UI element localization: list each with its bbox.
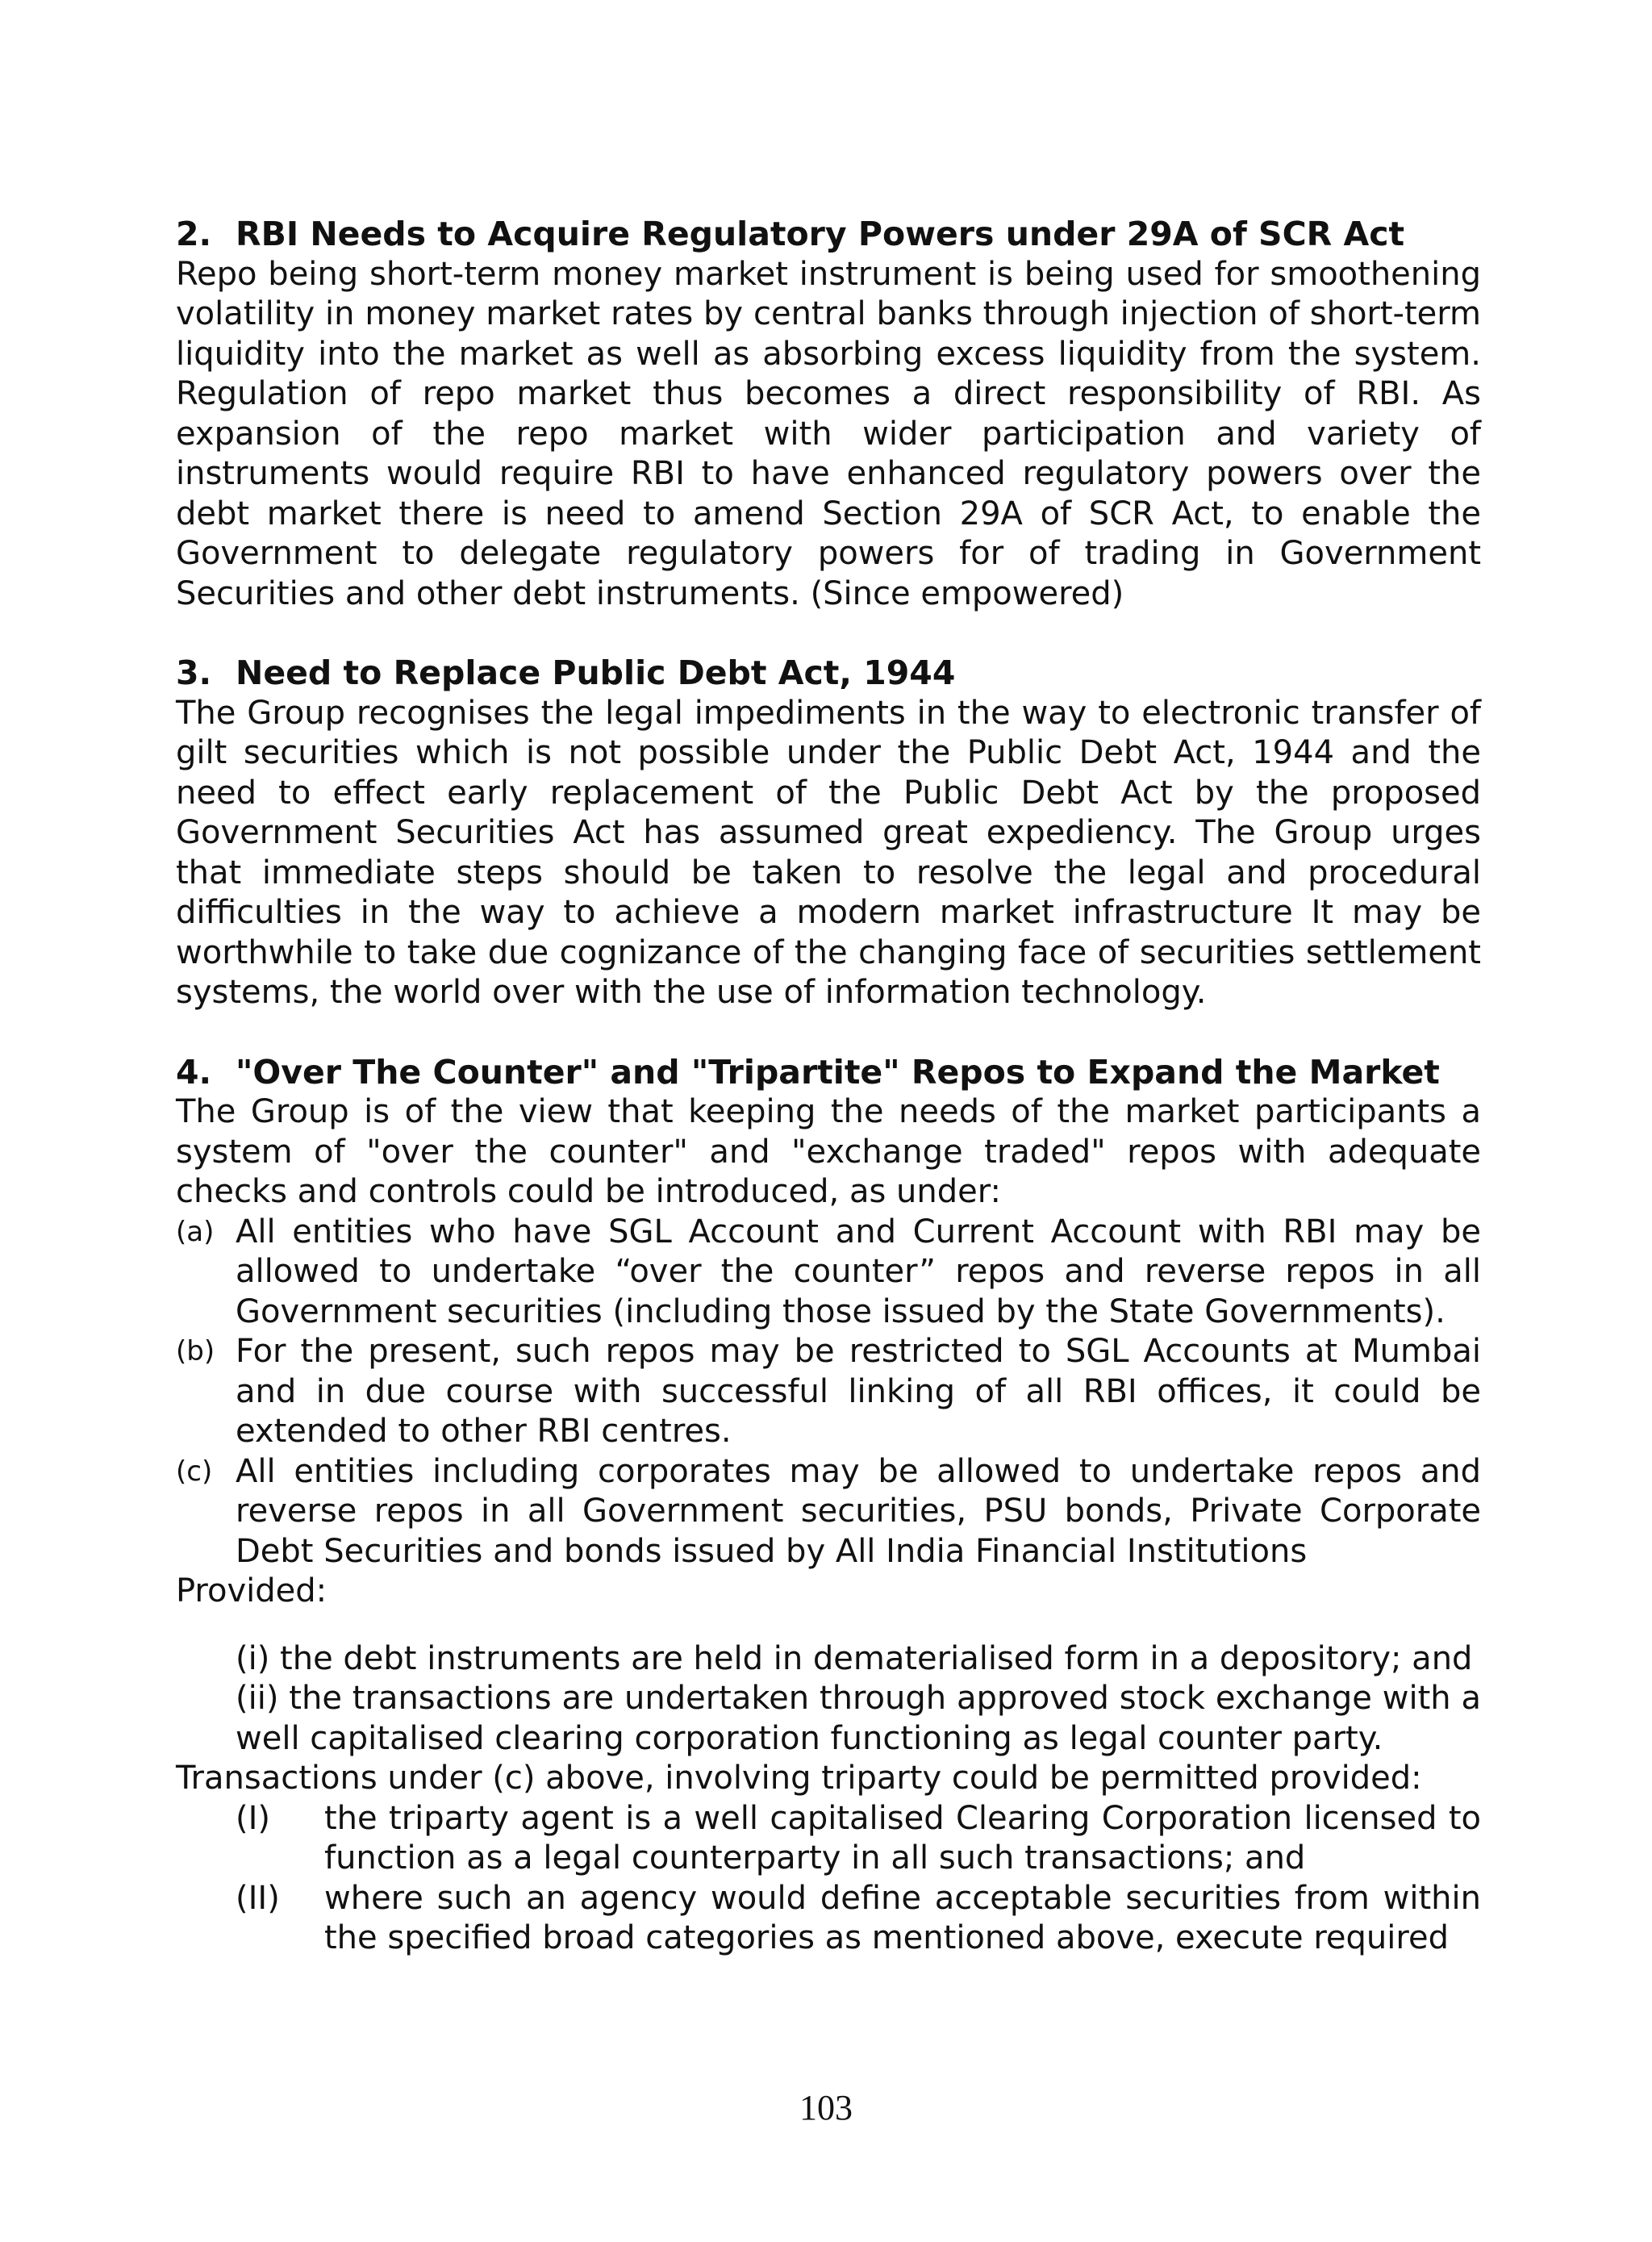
list-item [176,1332,1481,1452]
proviso-item: (i) the debt instruments are held in dematerialised form in a depository; and [236,1639,1473,1677]
section-3 [176,653,1481,1013]
section-number: 4. [176,1052,212,1092]
list-marker: (II) [236,1879,280,1917]
list-item [236,1879,1481,1959]
proviso-item: (ii) the transactions are undertaken through approved stock exchange with a well capitalised clearing corporation functioning as legal counter party. [236,1680,1481,1757]
list-marker: (I) [236,1799,271,1837]
section-number: 2. [176,215,212,253]
section-title: RBI Needs to Acquire Regulatory Powers under 29A of SCR Act [236,215,1405,253]
section-body: The Group is of the view that keeping the needs of the market participants a system of "over the counter" and "exchange traded" repos with adequate checks and controls could be introduced, as under: [176,1093,1481,1210]
page-number: 103 [799,2088,853,2127]
provided-label: Provided: [176,1572,327,1609]
list-item [176,1452,1481,1572]
list-item [236,1799,1481,1879]
list-text: the triparty agent is a well capitalised Clearing Corporation licensed to function as a legal counterparty in all such transactions; and [324,1799,1481,1877]
proviso-list [236,1639,1481,1760]
section-number: 3. [176,653,212,692]
section-heading [176,215,1481,255]
section-heading [176,653,1481,694]
list-text: All entities who have SGL Account and Current Account with RBI may be allowed to undertake “over the counter” repos and reverse repos in all Government securities (including those issued by the State Governments). [236,1213,1481,1330]
list-text: where such an agency would define acceptable securities from within the specified broad categories as mentioned above, execute required [324,1879,1481,1956]
section-heading [176,1053,1481,1093]
list-text: All entities including corporates may be allowed to undertake repos and reverse repos in all Government securities, PSU bonds, Private Corporate Debt Securities and bonds issued by All India Financial Institutions [236,1452,1481,1570]
list-marker: (c) [176,1455,213,1488]
document-page [176,215,1481,1998]
list-item [176,1213,1481,1333]
list-text: For the present, such repos may be restricted to SGL Accounts at Mumbai and in due course with successful linking of all RBI offices, it could be extended to other RBI centres. [236,1333,1481,1450]
triparty-intro: Transactions under (c) above, involving triparty could be permitted provided: [176,1760,1422,1797]
section-body: The Group recognises the legal impediments in the way to electronic transfer of gilt securities which is not possible under the Public Debt Act, 1944 and the need to effect early replacement of the Public Debt Act by the proposed Government Securities Act has assumed great expediency. The Group urges that immediate steps should be taken to resolve the legal and procedural difficulties in the way to achieve a modern market infrastructure It may be worthwhile to take due cognizance of the changing face of securities settlement systems, the world over with the use of information technology. [176,694,1481,1011]
list-marker: (a) [176,1215,215,1248]
list-marker: (b) [176,1335,215,1367]
section-2 [176,215,1481,614]
lettered-list [176,1213,1481,1572]
section-body: Repo being short-term money market instrument is being used for smoothening volatility in money market rates by central banks through injection of short-term liquidity into the market as well as absorbing excess liquidity from the system. Regulation of repo market thus becomes a direct responsibility of RBI. As expansion of the repo market with wider participation and variety of instruments would require RBI to have enhanced regulatory powers over the debt market there is need to amend Section 29A of SCR Act, to enable the Government to delegate regulatory powers for of trading in Government Securities and other debt instruments. (Since empowered) [176,255,1481,612]
triparty-list [236,1799,1481,1959]
section-title: "Over The Counter" and "Tripartite" Repos to Expand the Market [236,1052,1440,1092]
section-4 [176,1053,1481,1959]
section-title: Need to Replace Public Debt Act, 1944 [236,653,956,692]
